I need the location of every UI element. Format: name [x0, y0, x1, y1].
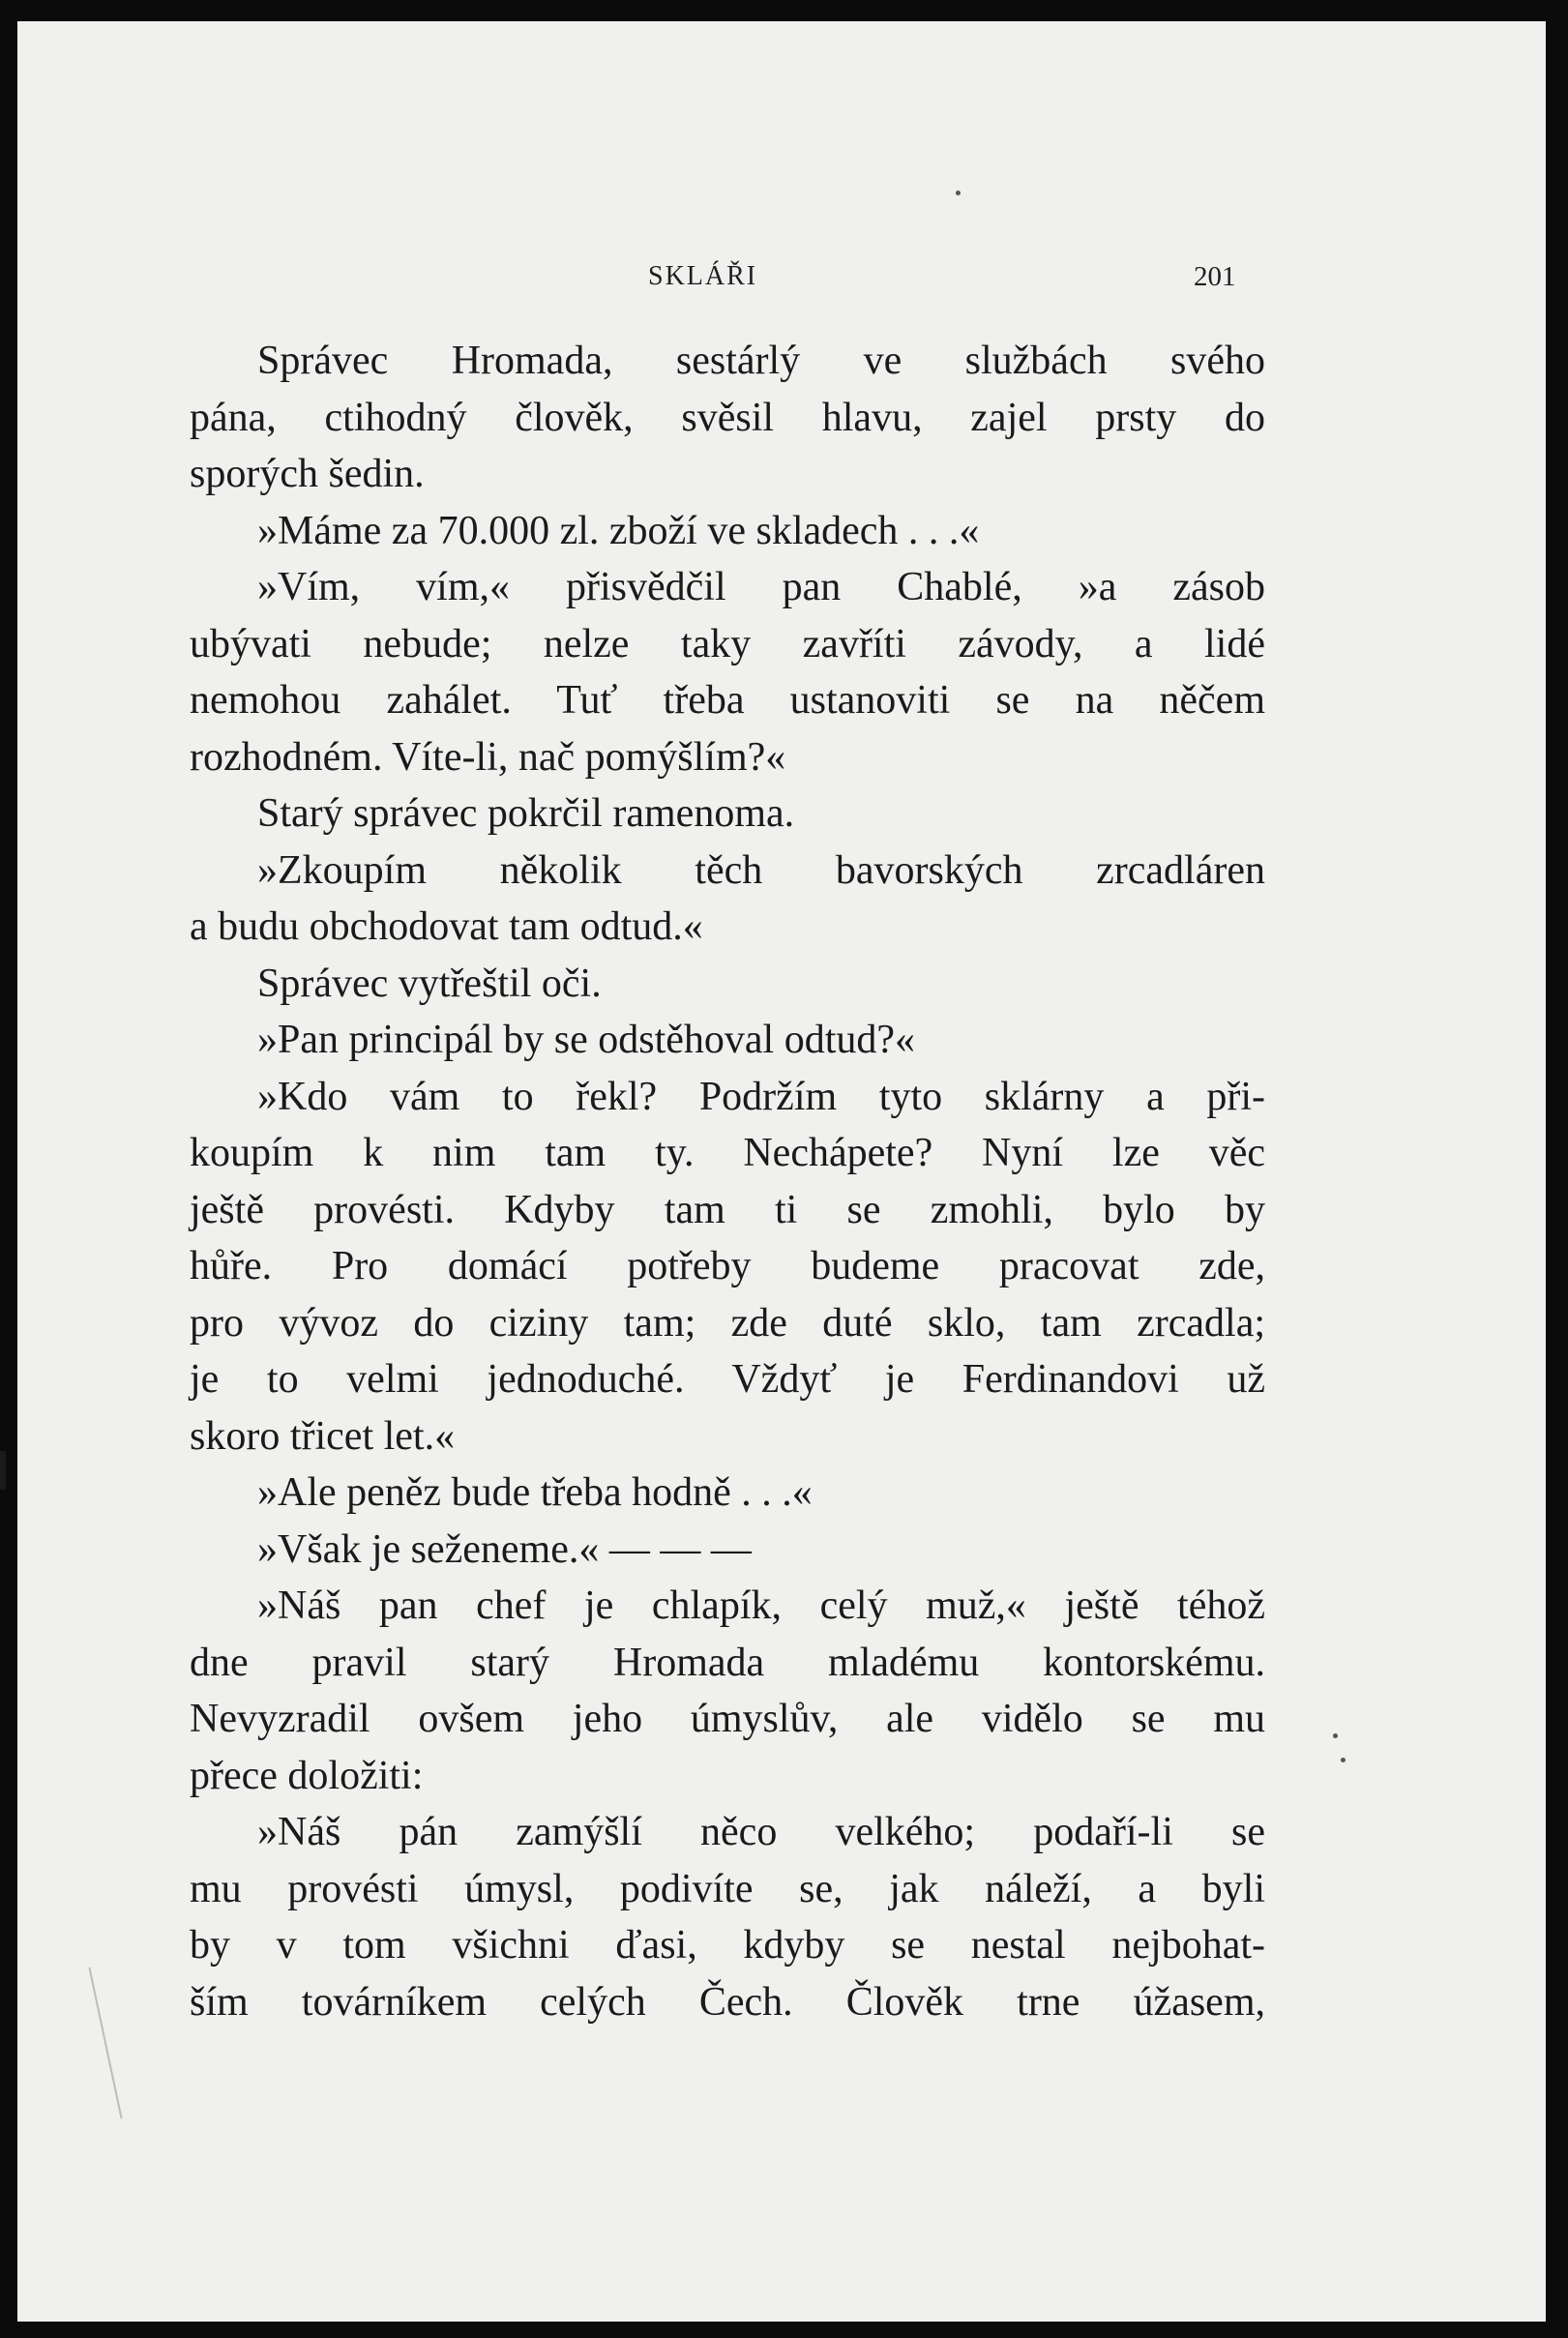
text-line: hůře. Pro domácí potřeby budeme pracovat zde, [190, 1244, 1265, 1288]
text-line: »Náš pán zamýšlí něco velkého; podaří-li se [257, 1810, 1265, 1854]
text-line: pro vývoz do ciziny tam; zde duté sklo, tam zrcadla; [190, 1300, 1265, 1346]
page-header [17, 261, 1546, 300]
text-line: koupím k nim tam ty. Nechápete? Nyní lze věc [190, 1131, 1265, 1175]
text-line: rozhodném. Víte-li, nač pomýšlím?« [190, 734, 786, 780]
running-title: SKLÁŘI [648, 261, 758, 291]
text-line: »Zkoupím několik těch bavorských zrcadláren [257, 847, 1265, 893]
text-line: je to velmi jednoduché. Vždyť je Ferdinandovi už [190, 1357, 1265, 1402]
text-line: skoro třicet let.« [190, 1413, 456, 1459]
text-line: »Ale peněz bude třeba hodně . . .« [257, 1470, 813, 1515]
text-line: sporých šedin. [190, 452, 425, 496]
stray-dot [956, 191, 961, 195]
text-line: nemohou zahálet. Tuť třeba ustanoviti se na něčem [190, 678, 1265, 723]
text-line: Správec Hromada, sestárlý ve službách svého [257, 339, 1265, 383]
stray-dot [1333, 1733, 1338, 1738]
paper-scratch [88, 1968, 122, 2119]
body-text [190, 333, 1265, 2030]
text-line: Správec vytřeštil oči. [257, 961, 602, 1006]
text-line: ještě provésti. Kdyby tam ti se zmohli, bylo by [190, 1187, 1265, 1232]
stray-dot [1341, 1758, 1346, 1762]
binding-edge-mark [0, 1451, 6, 1490]
text-line: a budu obchodovat tam odtud.« [190, 904, 703, 949]
text-line: mu provésti úmysl, podivíte se, jak náleží, a byli [190, 1866, 1265, 1911]
book-page [17, 21, 1546, 2322]
text-line: přece doložiti: [190, 1753, 424, 1798]
page-number: 201 [1194, 261, 1236, 292]
text-line: »Náš pan chef je chlapík, celý muž,« ještě téhož [257, 1583, 1265, 1628]
text-line: Nevyzradil ovšem jeho úmyslův, ale vidělo se mu [190, 1697, 1265, 1741]
text-line: »Kdo vám to řekl? Podržím tyto sklárny a při- [257, 1074, 1265, 1119]
text-line: ubývati nebude; nelze taky zavříti závody, a lidé [190, 621, 1265, 666]
text-line: »Pan principál by se odstěhoval odtud?« [257, 1018, 916, 1062]
text-line: by v tom všichni ďasi, kdyby se nestal nejbohat- [190, 1923, 1265, 1968]
text-line: »Však je seženeme.« — — — [257, 1526, 752, 1572]
text-line: ším továrníkem celých Čech. Člověk trne úžasem, [190, 1979, 1265, 2025]
text-line: »Máme za 70.000 zl. zboží ve skladech . . .« [257, 508, 980, 553]
text-line: »Vím, vím,« přisvědčil pan Chablé, »a zásob [257, 565, 1265, 609]
text-line: Starý správec pokrčil ramenoma. [257, 791, 795, 836]
text-line: pána, ctihodný člověk, svěsil hlavu, zajel prsty do [190, 395, 1265, 440]
text-line: dne pravil starý Hromada mladému kontorskému. [190, 1640, 1265, 1685]
